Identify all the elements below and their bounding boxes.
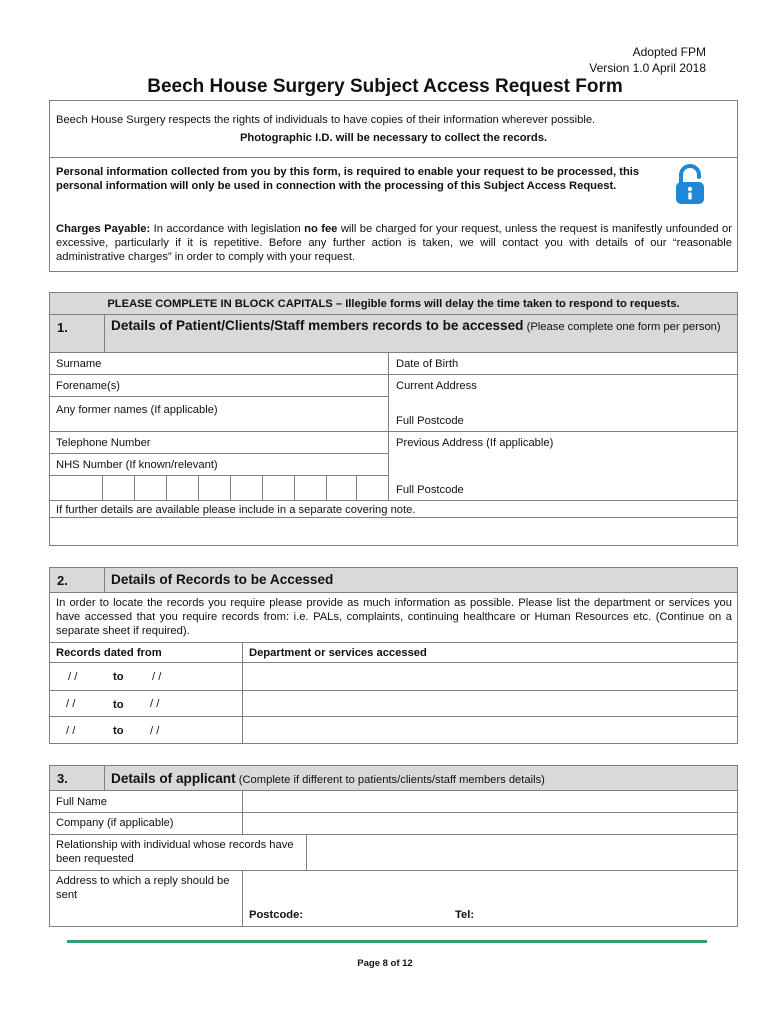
s1-num-divider (104, 314, 105, 352)
further-details-text: If further details are available please include in a separate covering note. (56, 504, 416, 516)
nhs-number-boxes (49, 475, 388, 500)
s1-line-d (49, 396, 388, 397)
full-postcode-1-label: Full Postcode (396, 415, 464, 427)
nhs-digit-box[interactable] (134, 475, 135, 500)
section1-heading (111, 318, 731, 335)
s1-line-b (49, 352, 738, 353)
nhs-number-label: NHS Number (If known/relevant) (56, 459, 218, 471)
section2-title: Details of Records to be Accessed (111, 572, 334, 587)
date-from[interactable]: / / (66, 698, 76, 710)
nhs-digit-box[interactable] (326, 475, 327, 500)
date-from[interactable]: / / (68, 671, 78, 683)
col-dated-from: Records dated from (56, 647, 162, 659)
intro-divider (49, 157, 738, 158)
s2-line-d (49, 690, 738, 691)
date-from[interactable]: / / (66, 725, 76, 737)
charges-part-b: will be charged for your request, unless the request is manifestly unfounded or excessive, particularly if it is repetitive. Before any further action is taken, we will contact you with details of our “reasonable administrative charges” in order to comply with your request. (56, 223, 732, 263)
s2-col-divider (242, 642, 243, 744)
s3-num-divider (104, 765, 105, 790)
s3-line-d (49, 870, 738, 871)
s2-line-e (49, 716, 738, 717)
s2-line-b (49, 642, 738, 643)
full-name-label: Full Name (56, 796, 107, 808)
current-address-label: Current Address (396, 380, 477, 392)
charges-text (56, 222, 732, 264)
s1-line-f (49, 453, 388, 454)
unlocked-padlock-icon (673, 164, 707, 206)
s3-line-c (49, 834, 738, 835)
photo-id-text: Photographic I.D. will be necessary to collect the records. (239, 132, 548, 144)
surname-label: Surname (56, 358, 102, 370)
postcode-label: Postcode: (249, 909, 304, 921)
telephone-label: Telephone Number (56, 437, 151, 449)
nhs-digit-box[interactable] (356, 475, 357, 500)
s3-line-b (49, 812, 738, 813)
s3-col-divider-2 (306, 834, 307, 870)
s1-line-e (49, 431, 738, 432)
to-label: to (113, 671, 124, 683)
section3-note: (Complete if different to patients/clients/staff members details) (235, 774, 545, 786)
s3-line-a (49, 790, 738, 791)
page-title: Beech House Surgery Subject Access Request Form (147, 76, 623, 97)
date-to[interactable]: / / (150, 725, 160, 737)
nhs-digit-box[interactable] (166, 475, 167, 500)
section1-note: (Please complete one form per person) (523, 321, 721, 333)
charges-part-a: In accordance with legislation (150, 223, 305, 235)
footer-rule (67, 940, 707, 943)
section1-title: Details of Patient/Clients/Staff members records to be accessed (111, 318, 524, 333)
address-label: Address to which a reply should be sent (56, 875, 230, 901)
full-postcode-2-label: Full Postcode (396, 484, 464, 496)
section3-number: 3. (57, 771, 68, 786)
s1-line-i (49, 517, 738, 518)
nhs-digit-box[interactable] (262, 475, 263, 500)
relationship-label: Relationship with individual whose records have been requested (56, 839, 294, 865)
section2-instructions: In order to locate the records you require please provide as much information as possible. Please list the department or services you have accessed that you require records from: i.e. PALs, complaints, continuing healthcare or Human Resources etc. (Continue on a separate sheet if required). (56, 597, 732, 637)
date-to[interactable]: / / (150, 698, 160, 710)
former-names-label: Any former names (If applicable) (56, 404, 218, 416)
section1-number: 1. (57, 320, 68, 335)
nhs-digit-box[interactable] (198, 475, 199, 500)
personal-info-text: Personal information collected from you by this form, is required to enable your request to be processed, this personal information will only be used in connection with the processing of this Subject Access Request. (56, 166, 640, 192)
section3-title: Details of applicant (111, 771, 236, 786)
charges-label: Charges Payable: (56, 223, 151, 235)
s3-col-divider-3 (242, 870, 243, 927)
nhs-digit-box[interactable] (294, 475, 295, 500)
s1-line-c (49, 374, 738, 375)
adopted-label: Adopted FPM (632, 45, 706, 59)
nhs-digit-box[interactable] (230, 475, 231, 500)
nhs-digit-box[interactable] (102, 475, 103, 500)
date-to[interactable]: / / (152, 671, 162, 683)
s2-line-c (49, 662, 738, 663)
no-fee-text: no fee (304, 223, 338, 235)
tel-label: Tel: (455, 909, 475, 921)
s2-num-divider (104, 567, 105, 592)
col-department: Department or services accessed (249, 647, 427, 659)
section2-number: 2. (57, 573, 68, 588)
section3-heading (111, 770, 545, 788)
previous-address-label: Previous Address (If applicable) (396, 437, 554, 449)
s1-line-h (49, 500, 738, 501)
to-label: to (113, 699, 124, 711)
company-label: Company (if applicable) (56, 817, 174, 829)
rights-text: Beech House Surgery respects the rights of individuals to have copies of their information wherever possible. (56, 114, 596, 126)
forenames-label: Forename(s) (56, 380, 121, 392)
page-number: Page 8 of 12 (357, 958, 413, 969)
dob-label: Date of Birth (396, 358, 459, 370)
version-label: Version 1.0 April 2018 (589, 61, 706, 75)
s2-line-a (49, 592, 738, 593)
to-label: to (113, 725, 124, 737)
block-capitals-text: PLEASE COMPLETE IN BLOCK CAPITALS – Illegible forms will delay the time taken to respond to requests. (107, 298, 680, 310)
